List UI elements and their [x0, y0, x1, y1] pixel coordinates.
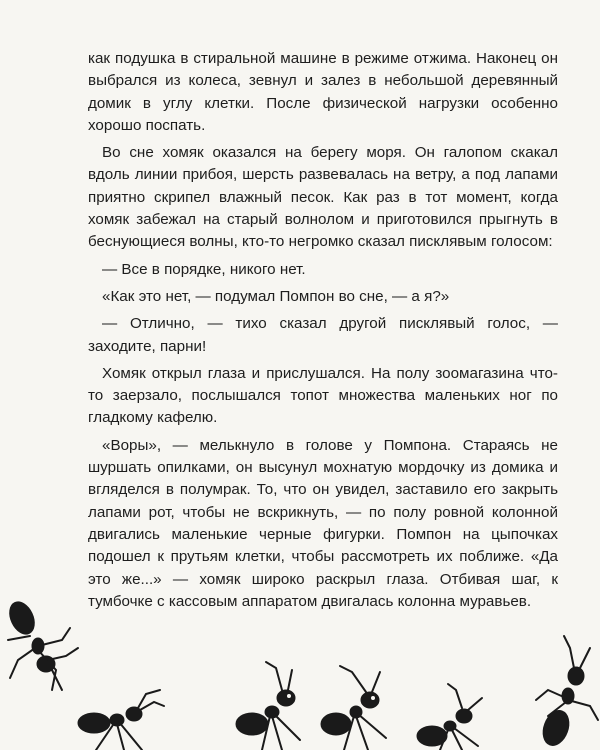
ant-icon [321, 666, 386, 750]
ant-icon [78, 690, 164, 750]
paragraph-7: «Воры», — мелькнуло в голове у Помпона. Стараясь не шуршать опилками, он высунул мохнатую мордочку из домика и вгляделся в полумрак. То, что он увидел, заставило его закрыть лапами рот, чтобы не вскрикнуть, — по полу ровной колонной двигались маленькие черные фигурки. Помпон на цыпочках подошел к прутьям клетки, чтобы рассмотреть их поближе. «Да это же...» — хомяк широко раскрыл глаза. Отбивая шаг, к тумбочке с кассовым аппаратом двигалась колонна муравьев. [88, 436, 558, 610]
paragraph-5-dialogue: — Отлично, — тихо сказал другой писклявый голос, — заходите, парни! [88, 315, 558, 355]
paragraph-3-dialogue: — Все в порядке, никого нет. [102, 260, 306, 278]
ant-icon [417, 684, 482, 750]
paragraph-1: как подушка в стиральной машине в режиме отжима. Наконец он выбрался из колеса, зевнул и залез в небольшой деревянный домик в углу клетки. После физической нагрузки особенно хорошо поспать. [88, 50, 558, 134]
ant-icon [236, 662, 300, 750]
paragraph-2: Во сне хомяк оказался на берегу моря. Он галопом скакал вдоль линии прибоя, шерсть развевалась на ветру, а под лапами приятно скрипел влажный песок. Как раз в тот момент, когда хомяк забежал на старый волнолом и приготовился прыгнуть в беснующиеся волны, кто-то негромко сказал писклявым голосом: [88, 144, 558, 251]
paragraph-6: Хомяк открыл глаза и прислушался. На полу зоомагазина что-то заерзало, послышался топот множества маленьких ног по гладкому кафелю. [88, 364, 558, 427]
ant-icon [536, 636, 598, 749]
ant-icon [5, 598, 78, 690]
paragraph-4-thought: «Как это нет, — подумал Помпон во сне, — а я?» [102, 287, 450, 305]
